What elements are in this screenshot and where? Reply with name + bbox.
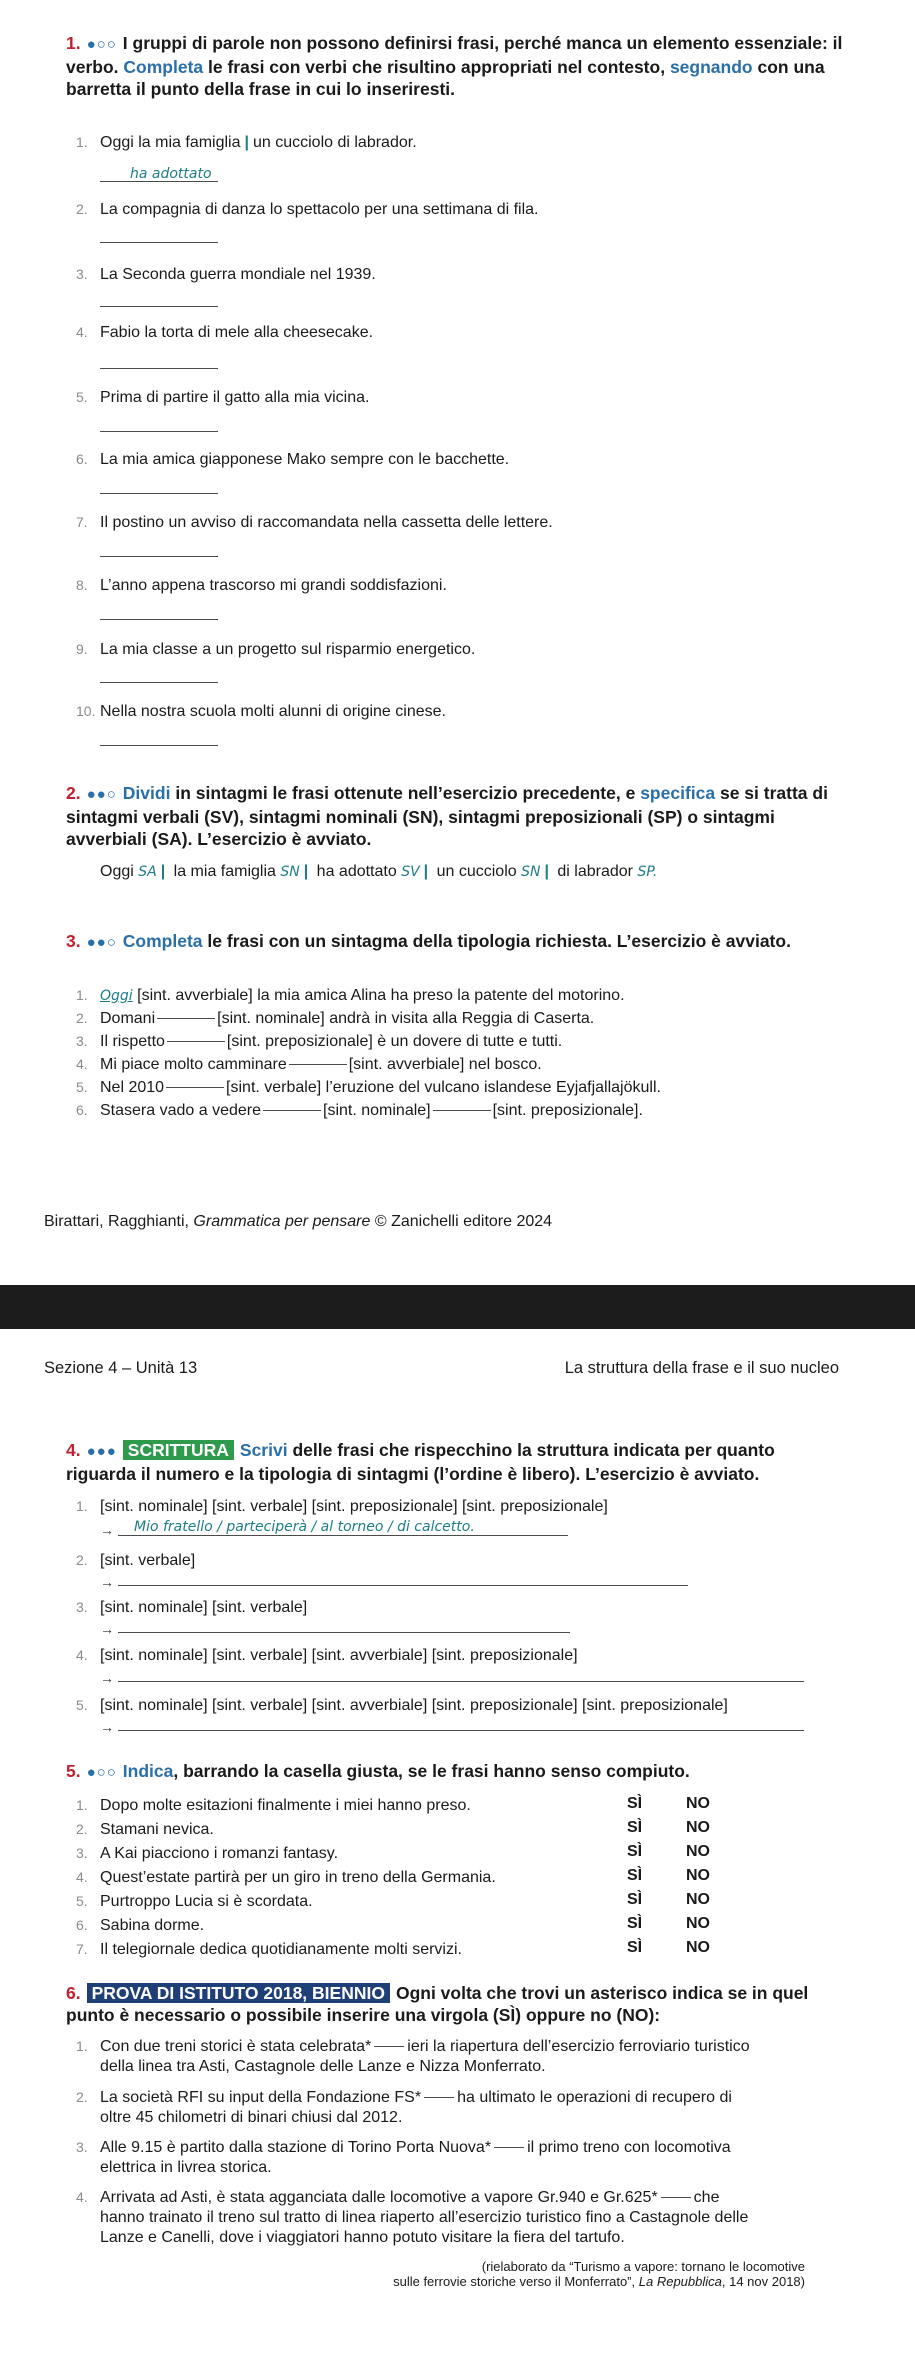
ex3-item-1: 1. Oggi [sint. avverbiale] la mia amica Alina ha preso la patente del motorino. — [76, 987, 625, 1004]
ex6-item-3: 3. Alle 9.15 è partito dalla stazione di Torino Porta Nuova* il primo treno con locomotiva elettrica in livrea storica. — [76, 2139, 731, 2176]
ex4-item-5: 5. [sint. nominale] [sint. verbale] [sint. avverbiale] [sint. preposizionale] [sint. preposizionale] — [76, 1697, 728, 1714]
ex5-item-3: 3. A Kai piacciono i romanzi fantasy. — [76, 1845, 339, 1862]
no-checkbox[interactable]: NO — [686, 1867, 710, 1884]
ex3-item-2: 2. Domani [sint. nominale] andrà in visita alla Reggia di Caserta. — [76, 1010, 595, 1027]
answer-line[interactable] — [118, 1730, 804, 1731]
page-divider — [0, 1285, 915, 1329]
ex4-item-3: 3. [sint. nominale] [sint. verbale] — [76, 1599, 308, 1616]
arrow-icon: → — [100, 1522, 114, 1538]
ex4-item-1: 1. [sint. nominale] [sint. verbale] [sint. preposizionale] [sint. preposizionale] — [76, 1498, 608, 1515]
ex2-example: Oggi SA | la mia famiglia SN | ha adottato SV | un cucciolo SN | di labrador SP. — [100, 863, 658, 880]
yes-checkbox[interactable]: SÌ — [627, 1891, 643, 1908]
ex1-item-6: 6. La mia amica giapponese Mako sempre con le bacchette. — [76, 451, 510, 468]
answer-line[interactable] — [100, 619, 218, 620]
ex1-item-2: 2. La compagnia di danza lo spettacolo per una settimana di fila. — [76, 201, 539, 218]
exercise-2-heading: 2. ●●○ Dividi in sintagmi le frasi ottenute nell’esercizio precedente, e specifica se si tratta di sintagmi verbali (SV), sintagmi nominali (SN), sintagmi preposizionali (SP) o sintagmi avverbiali (SA). L’esercizio è avviato. — [66, 783, 828, 849]
answer-line[interactable] — [118, 1681, 804, 1682]
ex5-item-6: 6. Sabina dorme. — [76, 1917, 205, 1934]
no-checkbox[interactable]: NO — [686, 1795, 710, 1812]
ex1-item-7: 7. Il postino un avviso di raccomandata nella cassetta delle lettere. — [76, 514, 553, 531]
ex5-item-5: 5. Purtroppo Lucia si è scordata. — [76, 1893, 313, 1910]
ex1-item-1: 1. Oggi la mia famiglia | un cucciolo di labrador. — [76, 134, 417, 151]
answer-line[interactable] — [118, 1535, 568, 1536]
yes-checkbox[interactable]: SÌ — [627, 1843, 643, 1860]
ex3-item-6: 6. Stasera vado a vedere [sint. nominale] [sint. preposizionale]. — [76, 1102, 643, 1119]
ex1-item-10: 10. Nella nostra scuola molti alunni di origine cinese. — [76, 703, 446, 720]
writing-tag: SCRITTURA — [123, 1440, 234, 1460]
page-2 — [0, 1329, 915, 2353]
answer-line[interactable] — [100, 431, 218, 432]
answer-line[interactable] — [100, 306, 218, 307]
no-checkbox[interactable]: NO — [686, 1939, 710, 1956]
ex6-item-1: 1. Con due treni storici è stata celebrata* ieri la riapertura dell’esercizio ferroviario turistico della linea tra Asti, Castagnole delle Lanze e Nizza Monferrato. — [76, 2038, 750, 2075]
exercise-5-heading: 5. ●○○ Indica, barrando la casella giusta, se le frasi hanno senso compiuto. — [66, 1761, 690, 1781]
ex1-item-9: 9. La mia classe a un progetto sul risparmio energetico. — [76, 641, 476, 658]
ex1-item-8: 8. L’anno appena trascorso mi grandi soddisfazioni. — [76, 577, 447, 594]
yes-checkbox[interactable]: SÌ — [627, 1819, 643, 1836]
ex1-item-3: 3. La Seconda guerra mondiale nel 1939. — [76, 266, 376, 283]
ex4-item-2: 2. [sint. verbale] — [76, 1552, 196, 1569]
answer-line[interactable] — [100, 242, 218, 243]
yes-checkbox[interactable]: SÌ — [627, 1867, 643, 1884]
arrow-icon: → — [100, 1719, 114, 1735]
no-checkbox[interactable]: NO — [686, 1915, 710, 1932]
arrow-icon: → — [100, 1621, 114, 1637]
insertion-mark: | — [244, 134, 249, 151]
ex1-item-4: 4. Fabio la torta di mele alla cheesecake. — [76, 324, 374, 341]
ex5-item-1: 1. Dopo molte esitazioni finalmente i miei hanno preso. — [76, 1797, 471, 1814]
ex3-item-4: 4. Mi piace molto camminare [sint. avverbiale] nel bosco. — [76, 1056, 542, 1073]
answer-line[interactable] — [100, 493, 218, 494]
no-checkbox[interactable]: NO — [686, 1819, 710, 1836]
ex6-item-2: 2. La società RFI su input della Fondazione FS* ha ultimato le operazioni di recupero di oltre 45 chilometri di binari chiusi dal 2012. — [76, 2089, 732, 2126]
example-answer: Mio fratello / parteciperà / al torneo / di calcetto. — [134, 1519, 475, 1535]
answer-line[interactable] — [100, 745, 218, 746]
ex3-item-5: 5. Nel 2010 [sint. verbale] l’eruzione del vulcano islandese Eyjafjallajökull. — [76, 1079, 661, 1096]
exercise-4-heading: 4. ●●● SCRITTURA Scrivi delle frasi che rispecchino la struttura indicata per quanto riguarda il numero e la tipologia di sintagmi (l’ordine è libero). L’esercizio è avviato. — [66, 1440, 775, 1484]
yes-checkbox[interactable]: SÌ — [627, 1915, 643, 1932]
exercise-number: 1. — [66, 33, 81, 53]
instruction-verb: Completa — [123, 57, 204, 77]
exercise-6-heading: 6. PROVA DI ISTITUTO 2018, BIENNIO Ogni volta che trovi un asterisco indica se in quel punto è necessario o possibile inserire una virgola (SÌ) oppure no (NO): — [66, 1983, 809, 2025]
ex4-item-4: 4. [sint. nominale] [sint. verbale] [sint. avverbiale] [sint. preposizionale] — [76, 1647, 578, 1664]
copyright-credit: Birattari, Ragghianti, Grammatica per pensare © Zanichelli editore 2024 — [44, 1213, 553, 1230]
yes-checkbox[interactable]: SÌ — [627, 1939, 643, 1956]
section-label: Sezione 4 – Unità 13 — [44, 1359, 198, 1377]
instruction-verb: segnando — [669, 57, 753, 77]
arrow-icon: → — [100, 1574, 114, 1590]
ex5-item-7: 7. Il telegiornale dedica quotidianamente molti servizi. — [76, 1941, 462, 1958]
answer-line[interactable] — [100, 556, 218, 557]
yes-checkbox[interactable]: SÌ — [627, 1795, 643, 1812]
ex5-item-2: 2. Stamani nevica. — [76, 1821, 214, 1838]
answer-line[interactable] — [100, 368, 218, 369]
test-tag: PROVA DI ISTITUTO 2018, BIENNIO — [87, 1983, 390, 2003]
answer-line[interactable] — [118, 1632, 570, 1633]
exercise-3-heading: 3. ●●○ Completa le frasi con un sintagma della tipologia richiesta. L’esercizio è avviato. — [66, 931, 791, 951]
answer-line[interactable] — [118, 1585, 688, 1586]
chapter-title: La struttura della frase e il suo nucleo — [564, 1359, 839, 1377]
no-checkbox[interactable]: NO — [686, 1843, 710, 1860]
exercise-1-heading: 1. ●○○ I gruppi di parole non possono definirsi frasi, perché manca un elemento essenziale: il verbo. Completa le frasi con verbi che risultino appropriati nel contesto, segnando con una barretta il punto della frase in cui lo inseriresti. — [66, 33, 843, 99]
no-checkbox[interactable]: NO — [686, 1891, 710, 1908]
source-citation: (rielaborato da “Turismo a vapore: tornano le locomotive sulle ferrovie storiche verso il Monferrato”, La Repubblica, 14 nov 2018) — [393, 2259, 805, 2289]
ex6-item-4: 4. Arrivata ad Asti, è stata agganciata dalle locomotive a vapore Gr.940 e Gr.625* che hanno trainato il treno sul tratto di linea riaperto all’esercizio turistico fino a Castagnole delle Lanze e Canelli, dove i viaggiatori hanno potuto visitare la fiera del tartufo. — [76, 2189, 749, 2246]
example-answer: ha adottato — [130, 166, 212, 182]
ex1-item-5: 5. Prima di partire il gatto alla mia vicina. — [76, 389, 370, 406]
arrow-icon: → — [100, 1670, 114, 1686]
answer-line[interactable] — [100, 682, 218, 683]
ex5-item-4: 4. Quest’estate partirà per un giro in treno della Germania. — [76, 1869, 496, 1886]
ex3-item-3: 3. Il rispetto [sint. preposizionale] è un dovere di tutte e tutti. — [76, 1033, 563, 1050]
difficulty-dots: ●○○ — [86, 36, 117, 53]
